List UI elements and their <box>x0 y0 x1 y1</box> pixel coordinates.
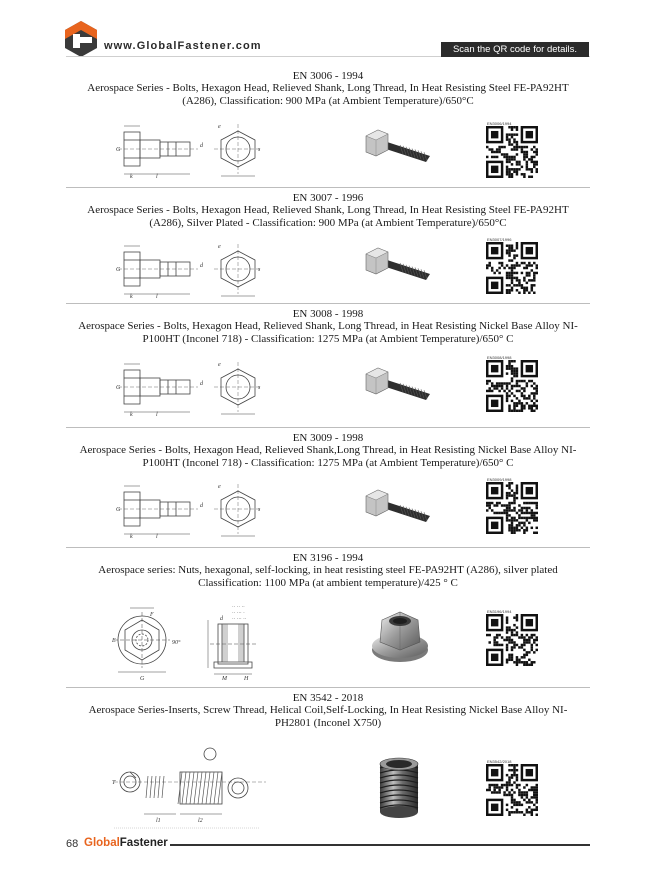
standard-description: Aerospace Series-Inserts, Screw Thread, Helical Coil,Self-Locking, In Heat Resisting Nickel Base Alloy NI-PH2801 (Inconel X750) <box>88 704 568 729</box>
qr-code-label: EN3007/1996 <box>487 237 512 242</box>
global-fastener-logo <box>64 20 98 58</box>
standard-code: EN 3196 - 1994 <box>292 552 364 564</box>
insert-technical-drawing <box>110 742 270 830</box>
standard-code: EN 3542 - 2018 <box>292 692 364 704</box>
bolt-technical-drawing <box>106 238 266 300</box>
svg-text:s: s <box>258 147 261 153</box>
svg-text:s: s <box>258 267 261 273</box>
svg-text:s: s <box>258 385 261 391</box>
standard-description: Aerospace Series - Bolts, Hexagon Head, Relieved Shank, Long Thread, in Heat Resisting Nickel Base Alloy NI-P100HT (Inconel 718) - Classification: 1275 MPa (at Ambient Temperature)/650° C <box>78 320 578 345</box>
svg-text:k: k <box>130 534 133 540</box>
svg-text:k: k <box>130 412 133 418</box>
bolt-photo <box>360 364 432 406</box>
svg-text:90°: 90° <box>172 640 181 646</box>
bolt-technical-drawing <box>106 478 266 540</box>
qr-code-label: EN3196/1994 <box>487 609 512 614</box>
insert-photo <box>374 754 424 820</box>
svg-text:e: e <box>218 124 221 130</box>
svg-text:l2: l2 <box>198 818 203 824</box>
svg-text:F: F <box>150 612 154 618</box>
standard-description: Aerospace Series - Bolts, Hexagon Head, Relieved Shank,Long Thread, in Heat Resisting Nickel Base Alloy NI-P100HT (Inconel 718) - Classification: 1275 MPa (at Ambient Temperature)/650° C <box>79 444 577 469</box>
qr-code-label: EN3008/1998 <box>487 355 512 360</box>
bolt-photo <box>360 486 432 528</box>
svg-text:e: e <box>218 362 221 368</box>
svg-text:H: H <box>244 676 249 682</box>
svg-text:G: G <box>140 676 145 682</box>
standard-description: Aerospace Series - Bolts, Hexagon Head, Relieved Shank, Long Thread, In Heat Resisting Steel FE-PA92HT (A286), Classification: 900 MPa (at Ambient Temperature)/650°C <box>87 82 569 107</box>
svg-text:e: e <box>218 244 221 250</box>
standard-code: EN 3006 - 1994 <box>292 70 364 82</box>
bolt-technical-drawing <box>106 118 266 180</box>
svg-text:G: G <box>116 267 121 273</box>
svg-text:s: s <box>258 507 261 513</box>
svg-text:k: k <box>130 174 133 180</box>
svg-text:G: G <box>116 147 121 153</box>
footer-divider <box>170 844 590 846</box>
svg-text:d: d <box>200 263 203 269</box>
bolt-photo <box>360 126 432 168</box>
standard-code: EN 3008 - 1998 <box>292 308 364 320</box>
svg-text:G: G <box>116 507 121 513</box>
footer-brand <box>84 837 168 849</box>
qr-code-icon[interactable] <box>486 126 538 178</box>
standard-description: Aerospace Series - Bolts, Hexagon Head, Relieved Shank, Long Thread, In Heat Resisting Steel FE-PA92HT (A286), Silver Plated - Classification: 900 MPa (at Ambient Temperature)/650°C <box>87 204 569 229</box>
svg-text:E: E <box>112 638 116 644</box>
svg-text:e: e <box>218 484 221 490</box>
svg-text:l: l <box>156 174 158 180</box>
qr-code-icon[interactable] <box>486 360 538 412</box>
bolt-photo <box>360 244 432 286</box>
svg-text:G: G <box>116 385 121 391</box>
qr-code-label: EN3009/1998 <box>487 477 512 482</box>
standard-code: EN 3007 - 1996 <box>292 192 364 204</box>
nut-photo <box>368 604 432 668</box>
page-number: 68 <box>66 838 79 850</box>
footer-brand-global: Global <box>84 837 120 849</box>
svg-text:M: M <box>222 676 227 682</box>
svg-text:l: l <box>156 294 158 300</box>
svg-text:T: T <box>112 780 116 786</box>
footer-brand-fastener: Fastener <box>119 837 168 849</box>
svg-text:d: d <box>220 616 223 622</box>
site-url[interactable]: www.GlobalFastener.com <box>104 40 262 52</box>
qr-code-icon[interactable] <box>486 614 538 666</box>
svg-text:k: k <box>130 294 133 300</box>
qr-code-icon[interactable] <box>486 482 538 534</box>
svg-text:d: d <box>200 381 203 387</box>
qr-code-label: EN3006/1994 <box>487 121 512 126</box>
drawing-note: ·· ·· ·· ·· ··· · ·· ··· ·· <box>232 604 247 622</box>
svg-text:l1: l1 <box>156 818 161 824</box>
standard-description: Aerospace series: Nuts, hexagonal, self-locking, in heat resisting steel FE-PA92HT (A286), silver plated Classification: 1100 MPa (at ambient temperature)/425 ° C <box>98 564 558 589</box>
svg-text:d: d <box>200 143 203 149</box>
bolt-technical-drawing <box>106 356 266 418</box>
svg-text:d: d <box>200 503 203 509</box>
svg-text:l: l <box>156 534 158 540</box>
standard-code: EN 3009 - 1998 <box>292 432 364 444</box>
qr-code-icon[interactable] <box>486 764 538 816</box>
qr-code-label: EN3542/2018 <box>487 759 512 764</box>
qr-code-icon[interactable] <box>486 242 538 294</box>
qr-banner: Scan the QR code for details. <box>441 42 589 57</box>
svg-text:l: l <box>156 412 158 418</box>
